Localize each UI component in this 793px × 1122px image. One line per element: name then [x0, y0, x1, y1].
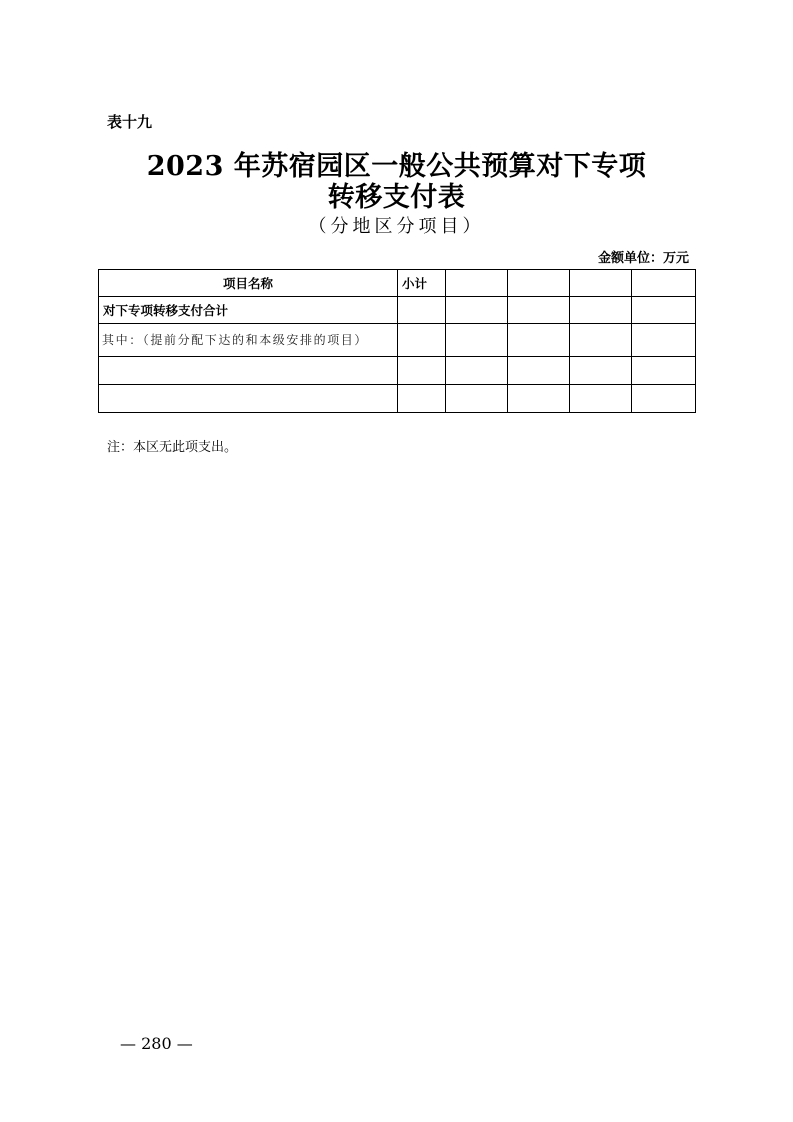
table-cell [398, 297, 446, 324]
table-cell [398, 385, 446, 413]
table-cell [632, 385, 696, 413]
header-item-name: 项目名称 [99, 270, 398, 297]
table-cell [398, 324, 446, 357]
table-cell [446, 297, 508, 324]
table-cell [508, 357, 570, 385]
header-cell [446, 270, 508, 297]
unit-label: 金额单位：万元 [597, 251, 689, 266]
row-label [99, 357, 398, 385]
table-cell [508, 324, 570, 357]
table-cell [398, 357, 446, 385]
table-cell [570, 385, 632, 413]
header-cell [632, 270, 696, 297]
table-cell [446, 324, 508, 357]
table-row [99, 357, 696, 385]
header-cell [570, 270, 632, 297]
document-subtitle: （分地区分项目） [308, 216, 485, 237]
page-number: — 280 — [120, 1034, 193, 1053]
row-label: 其中：（提前分配下达的和本级安排的项目） [99, 324, 398, 357]
document-title-line-2: 转移支付表 [327, 182, 466, 213]
table-cell [632, 297, 696, 324]
footnote: 注：本区无此项支出。 [107, 440, 238, 455]
header-subtotal: 小计 [398, 270, 446, 297]
table-header-row [99, 270, 696, 297]
table-cell [570, 297, 632, 324]
table-cell [632, 324, 696, 357]
transfer-payment-table [98, 269, 696, 413]
header-cell [508, 270, 570, 297]
row-label: 对下专项转移支付合计 [99, 297, 398, 324]
table-number: 表十九 [107, 113, 153, 131]
table-cell [508, 297, 570, 324]
table-cell [570, 357, 632, 385]
table-row [99, 385, 696, 413]
row-label [99, 385, 398, 413]
table-row [99, 324, 696, 357]
table-row [99, 297, 696, 324]
table-cell [632, 357, 696, 385]
table-cell [508, 385, 570, 413]
document-title-line-1: 2023 年苏宿园区一般公共预算对下专项 [146, 151, 647, 182]
table-cell [446, 357, 508, 385]
table-cell [446, 385, 508, 413]
table-cell [570, 324, 632, 357]
